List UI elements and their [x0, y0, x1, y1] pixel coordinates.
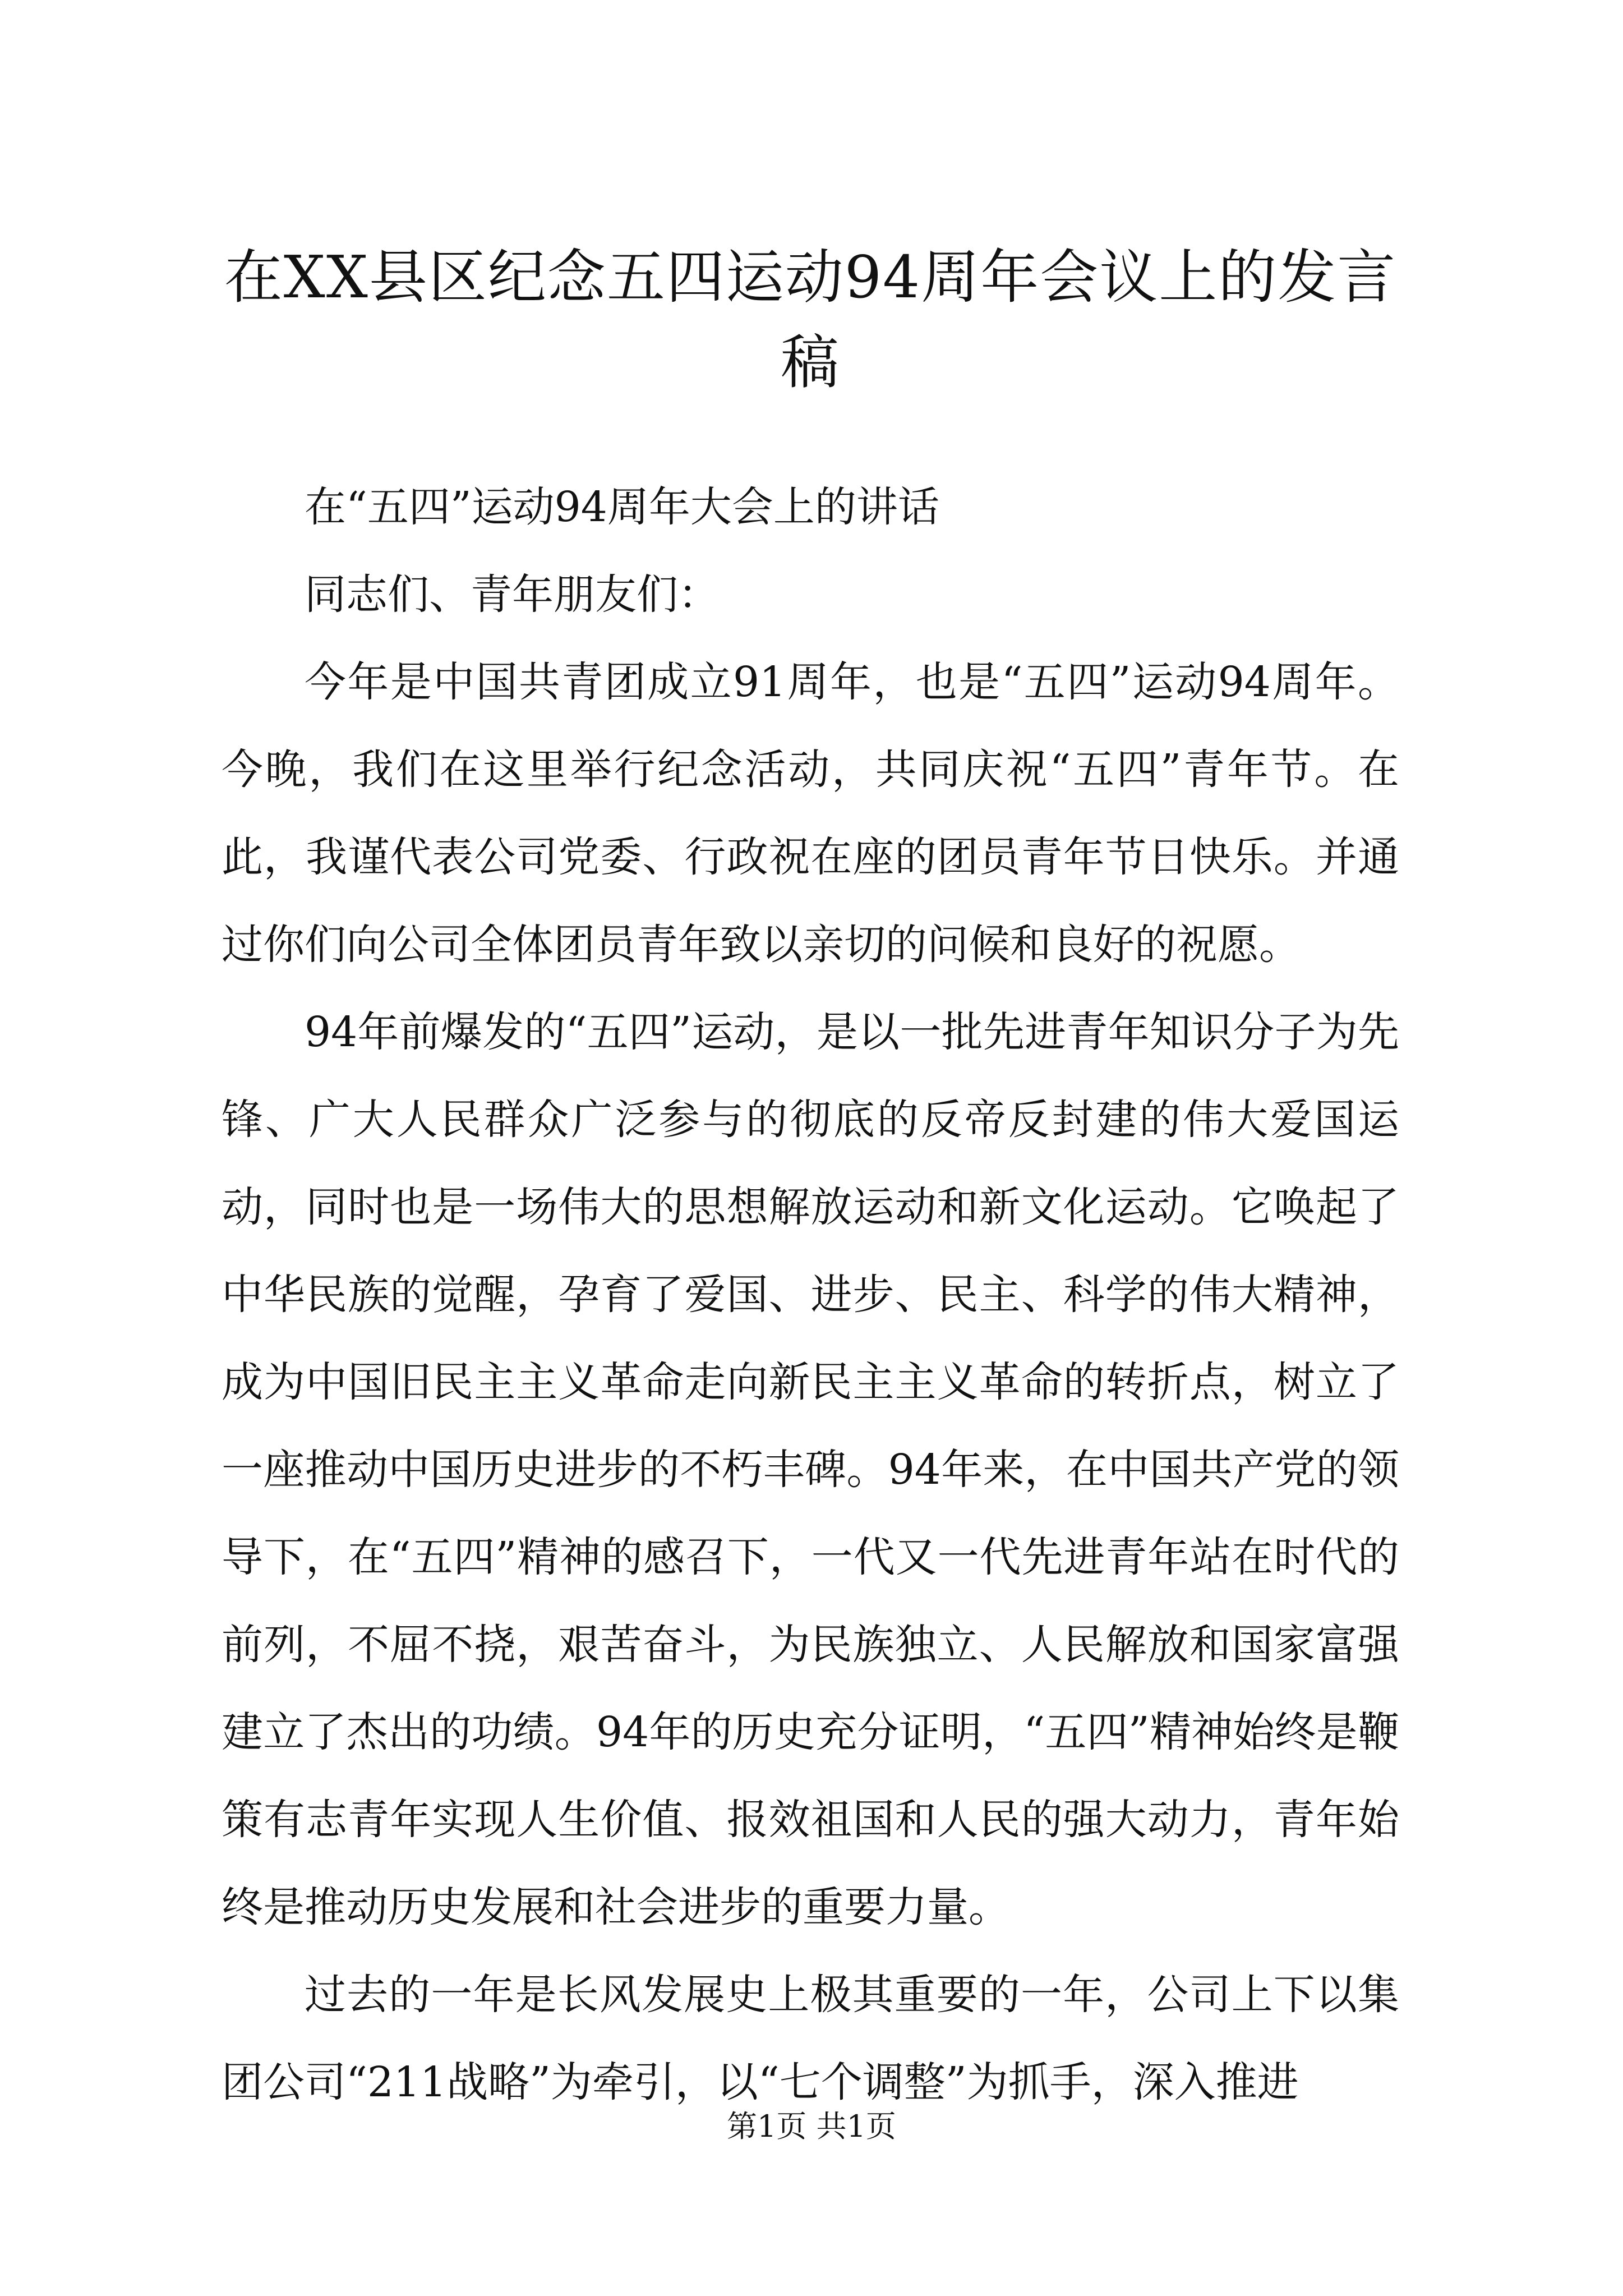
- paragraph-history: 94年前爆发的“五四”运动，是以一批先进青年知识分子为先锋、广大人民群众广泛参与的彻底的反帝反封建的伟大爱国运动，同时也是一场伟大的思想解放运动和新文化运动。它唤起了中华民族的觉醒，孕育了爱国、进步、民主、科学的伟大精神，成为中国旧民主主义革命走向新民主主义革命的转折点，树立了一座推动中国历史进步的不朽丰碑。94年来，在中国共产党的领导下，在“五四”精神的感召下，一代又一代先进青年站在时代的前列，不屈不挠，艰苦奋斗，为民族独立、人民解放和国家富强建立了杰出的功绩。94年的历史充分证明，“五四”精神始终是鞭策有志青年实现人生价值、报效祖国和人民的强大动力，青年始终是推动历史发展和社会进步的重要力量。: [222, 1008, 1399, 1931]
- document-body: [222, 463, 1399, 2126]
- document-title: 在XX县区纪念五四运动94周年会议上的发言稿: [224, 243, 1397, 397]
- paragraph-salutation: 同志们、青年朋友们：: [305, 570, 720, 619]
- paragraph-opening: 今年是中国共青团成立91周年，也是“五四”运动94周年。今晚，我们在这里举行纪念活动，共同庆祝“五四”青年节。在此，我谨代表公司党委、行政祝在座的团员青年节日快乐。并通过你们向公司全体团员青年致以亲切的问候和良好的祝愿。: [222, 658, 1399, 969]
- paragraph-past-year: 过去的一年是长风发展史上极其重要的一年，公司上下以集团公司“211战略”为牵引，以“七个调整”为抓手，深入推进: [222, 1971, 1399, 2106]
- paragraph-speech-heading: 在“五四”运动94周年大会上的讲话: [305, 483, 939, 531]
- page-footer: 第1页 共1页: [727, 2109, 896, 2144]
